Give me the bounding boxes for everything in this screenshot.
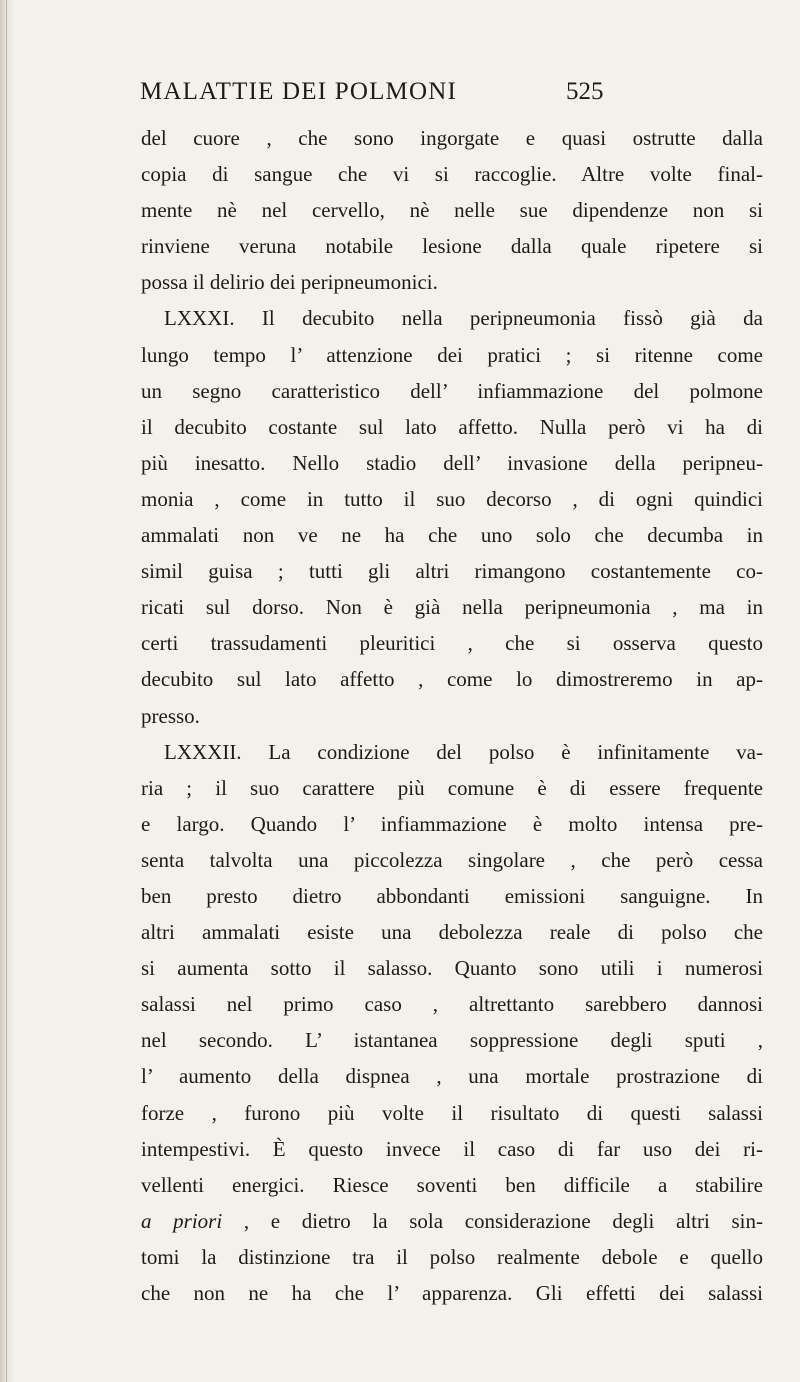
text-line: a priori , e dietro la sola considerazione degli altri sin- — [141, 1208, 763, 1233]
text-line: del cuore , che sono ingorgate e quasi ostrutte dalla — [141, 126, 763, 150]
text-line: monia , come in tutto il suo decorso , di ogni quindici — [141, 486, 763, 511]
text-line: ben presto dietro abbondanti emissioni sanguigne. In — [141, 883, 763, 908]
text-line: LXXXI. Il decubito nella peripneumonia fissò già da — [164, 306, 763, 331]
text-line: ria ; il suo carattere più comune è di essere frequente — [141, 775, 763, 800]
text-line: certi trassudamenti pleuritici , che si osserva questo — [141, 631, 763, 656]
text-line: presso. — [141, 703, 200, 728]
page-header — [140, 78, 760, 112]
text-line: nel secondo. L’ istantanea soppressione degli sputi , — [141, 1028, 763, 1053]
page-number: 525 — [566, 78, 604, 105]
text-line: lungo tempo l’ attenzione dei pratici ; si ritenne come — [141, 342, 763, 367]
italic-phrase: a priori — [141, 1208, 223, 1233]
text-line: LXXXII. La condizione del polso è infinitamente va- — [164, 739, 763, 764]
text-line: più inesatto. Nello stadio dell’ invasione della peripneu- — [141, 450, 763, 475]
text-line: altri ammalati esiste una debolezza reale di polso che — [141, 920, 763, 945]
text-line: l’ aumento della dispnea , una mortale prostrazione di — [141, 1064, 763, 1089]
text-line: decubito sul lato affetto , come lo dimostreremo in ap- — [141, 667, 763, 692]
text-line: un segno caratteristico dell’ infiammazione del polmone — [141, 378, 763, 403]
text-line: ricati sul dorso. Non è già nella peripneumonia , ma in — [141, 595, 763, 620]
text-line: mente nè nel cervello, nè nelle sue dipendenze non si — [141, 198, 763, 223]
text-line: salassi nel primo caso , altrettanto sarebbero dannosi — [141, 992, 763, 1017]
text-line: il decubito costante sul lato affetto. Nulla però vi ha di — [141, 414, 763, 439]
text-line: intempestivi. È questo invece il caso di far uso dei ri- — [141, 1136, 763, 1161]
text-line: senta talvolta una piccolezza singolare , che però cessa — [141, 847, 763, 872]
text-line: e largo. Quando l’ infiammazione è molto intensa pre- — [141, 811, 763, 836]
text-line: rinviene veruna notabile lesione dalla quale ripetere si — [141, 234, 763, 259]
text-line: simil guisa ; tutti gli altri rimangono costantemente co- — [141, 559, 763, 584]
page-edge-shadow — [0, 0, 14, 1382]
page-edge-line — [6, 0, 7, 1382]
text-line: si aumenta sotto il salasso. Quanto sono utili i numerosi — [141, 956, 763, 981]
running-title: MALATTIE DEI POLMONI — [140, 78, 458, 105]
text-line: tomi la distinzione tra il polso realmente debole e quello — [141, 1244, 763, 1269]
text-line: che non ne ha che l’ apparenza. Gli effetti dei salassi — [141, 1281, 763, 1305]
text-line: ammalati non ve ne ha che uno solo che decumba in — [141, 523, 763, 548]
body-text — [141, 120, 763, 1311]
text-line: vellenti energici. Riesce soventi ben difficile a stabilire — [141, 1172, 763, 1197]
text-line: copia di sangue che vi si raccoglie. Altre volte final- — [141, 162, 763, 187]
text-line: possa il delirio dei peripneumonici. — [141, 270, 438, 295]
text-line: forze , furono più volte il risultato di questi salassi — [141, 1100, 763, 1125]
